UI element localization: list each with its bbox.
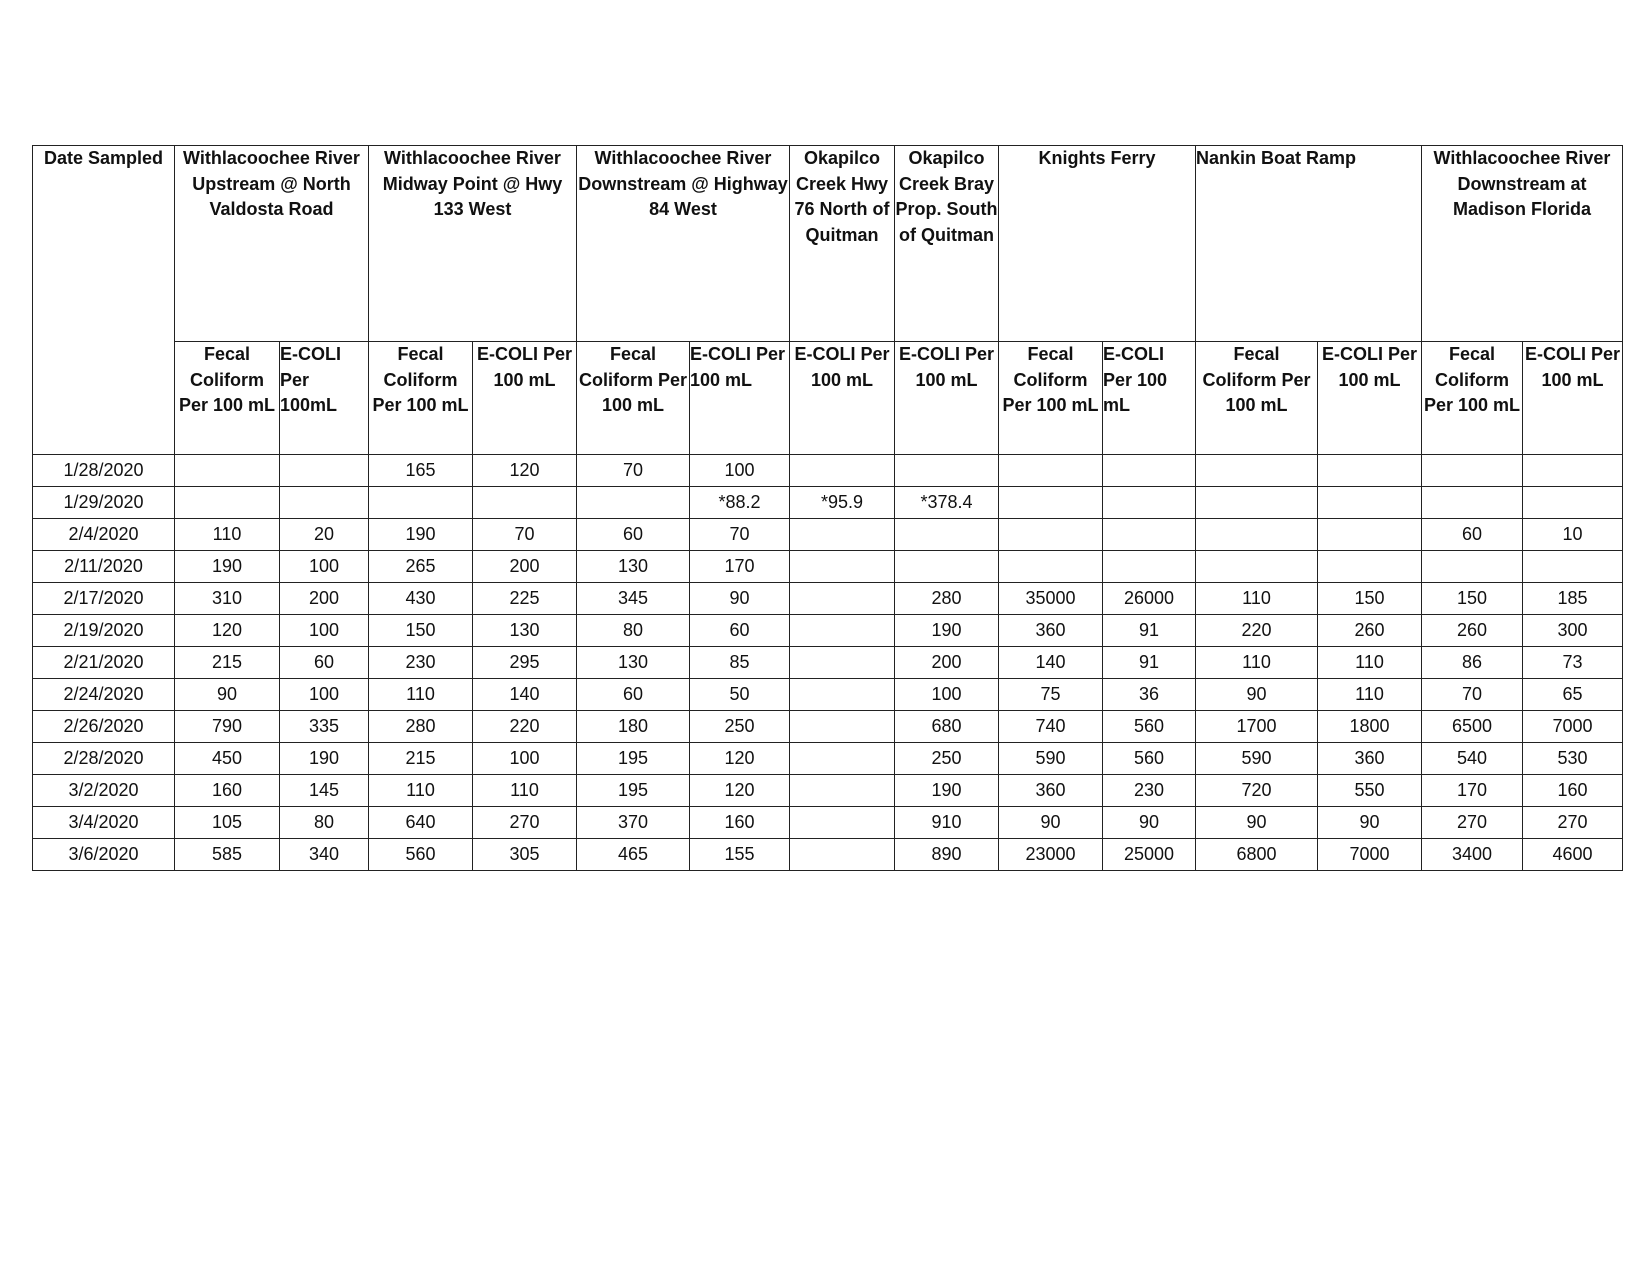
value-cell: 23000 [999,839,1103,871]
value-cell: 100 [690,455,790,487]
value-cell: 590 [999,743,1103,775]
value-cell: 10 [1523,519,1623,551]
value-cell: 190 [895,615,999,647]
value-cell: 90 [690,583,790,615]
measure-header: E-COLI Per 100 mL [790,342,895,455]
value-cell: 90 [1318,807,1422,839]
table-row [33,679,1623,711]
value-cell: 100 [280,679,369,711]
value-cell [999,519,1103,551]
value-cell [1318,455,1422,487]
value-cell: 560 [369,839,473,871]
value-cell: 270 [1422,807,1523,839]
value-cell [1422,551,1523,583]
value-cell: 335 [280,711,369,743]
value-cell: 195 [577,743,690,775]
value-cell: 195 [577,775,690,807]
value-cell: 310 [175,583,280,615]
value-cell [280,487,369,519]
value-cell [1422,455,1523,487]
value-cell: 150 [369,615,473,647]
value-cell [1196,519,1318,551]
value-cell: 230 [369,647,473,679]
value-cell: 120 [473,455,577,487]
value-cell: 280 [895,583,999,615]
value-cell [790,615,895,647]
value-cell: 160 [1523,775,1623,807]
value-cell: 265 [369,551,473,583]
site-header-madison-florida: Withlacoochee River Downstream at Madison Florida [1422,146,1623,342]
measure-header: Fecal Coliform Per 100 mL [1196,342,1318,455]
value-cell: 305 [473,839,577,871]
value-cell: 70 [577,455,690,487]
value-cell: 120 [690,743,790,775]
site-header-upstream-north-valdosta: Withlacoochee River Upstream @ North Valdosta Road [175,146,369,342]
value-cell [1318,487,1422,519]
value-cell [790,807,895,839]
value-cell: 100 [280,551,369,583]
value-cell: 90 [1196,679,1318,711]
value-cell: 100 [895,679,999,711]
value-cell: 7000 [1523,711,1623,743]
value-cell [1523,487,1623,519]
value-cell: 160 [690,807,790,839]
value-cell: *88.2 [690,487,790,519]
date-sampled-header: Date Sampled [33,146,175,455]
site-header-okapilco-bray: Okapilco Creek Bray Prop. South of Quitman [895,146,999,342]
value-cell: 260 [1422,615,1523,647]
table-row [33,487,1623,519]
value-cell: 90 [999,807,1103,839]
date-cell: 2/11/2020 [33,551,175,583]
value-cell: 585 [175,839,280,871]
value-cell: 80 [577,615,690,647]
value-cell [1318,551,1422,583]
value-cell: 140 [473,679,577,711]
value-cell: 740 [999,711,1103,743]
value-cell: 91 [1103,615,1196,647]
value-cell [1103,519,1196,551]
value-cell: 215 [175,647,280,679]
site-header-row [33,146,1623,342]
measure-header: Fecal Coliform Per 100 mL [175,342,280,455]
value-cell: 73 [1523,647,1623,679]
value-cell: 25000 [1103,839,1196,871]
value-cell: 60 [577,519,690,551]
value-cell: 80 [280,807,369,839]
site-header-knights-ferry: Knights Ferry [999,146,1196,342]
value-cell: 110 [1196,583,1318,615]
table-body [33,455,1623,871]
table-row [33,583,1623,615]
value-cell: 360 [999,775,1103,807]
measure-header: E-COLI Per 100mL [280,342,369,455]
value-cell [999,455,1103,487]
measure-header: E-COLI Per 100 mL [1318,342,1422,455]
measure-header: E-COLI Per 100 mL [1103,342,1196,455]
value-cell: 85 [690,647,790,679]
value-cell: 70 [473,519,577,551]
value-cell: 3400 [1422,839,1523,871]
value-cell: 910 [895,807,999,839]
value-cell [895,551,999,583]
date-cell: 3/6/2020 [33,839,175,871]
value-cell [1196,551,1318,583]
value-cell [1523,551,1623,583]
value-cell: 35000 [999,583,1103,615]
value-cell [790,711,895,743]
value-cell: 110 [175,519,280,551]
value-cell: 1700 [1196,711,1318,743]
value-cell [1523,455,1623,487]
value-cell [790,583,895,615]
value-cell: 1800 [1318,711,1422,743]
value-cell: 4600 [1523,839,1623,871]
value-cell: 6500 [1422,711,1523,743]
value-cell: 640 [369,807,473,839]
value-cell: 91 [1103,647,1196,679]
value-cell [895,519,999,551]
value-cell [1103,551,1196,583]
value-cell: 170 [690,551,790,583]
site-header-downstream-hwy-84: Withlacoochee River Downstream @ Highway 84 West [577,146,790,342]
value-cell: 150 [1422,583,1523,615]
value-cell: 560 [1103,743,1196,775]
value-cell: 340 [280,839,369,871]
value-cell: 60 [280,647,369,679]
value-cell [790,775,895,807]
value-cell: 130 [473,615,577,647]
value-cell [280,455,369,487]
value-cell: 720 [1196,775,1318,807]
date-cell: 2/28/2020 [33,743,175,775]
value-cell: 180 [577,711,690,743]
value-cell: 75 [999,679,1103,711]
value-cell: 300 [1523,615,1623,647]
value-cell: 105 [175,807,280,839]
value-cell: 790 [175,711,280,743]
measure-header: E-COLI Per 100 mL [473,342,577,455]
value-cell: 86 [1422,647,1523,679]
value-cell: 160 [175,775,280,807]
table-row [33,807,1623,839]
value-cell: 280 [369,711,473,743]
value-cell: 170 [1422,775,1523,807]
value-cell: 360 [999,615,1103,647]
value-cell [577,487,690,519]
table-row [33,839,1623,871]
value-cell: 200 [895,647,999,679]
value-cell: 890 [895,839,999,871]
value-cell [1103,487,1196,519]
date-cell: 2/19/2020 [33,615,175,647]
value-cell [790,839,895,871]
value-cell: 100 [473,743,577,775]
value-cell [895,455,999,487]
value-cell: 130 [577,551,690,583]
value-cell: 560 [1103,711,1196,743]
table-row [33,775,1623,807]
table-row [33,647,1623,679]
value-cell: 295 [473,647,577,679]
date-cell: 2/4/2020 [33,519,175,551]
value-cell: 90 [175,679,280,711]
value-cell [1196,487,1318,519]
table-row [33,455,1623,487]
measure-header: E-COLI Per 100 mL [895,342,999,455]
value-cell: 110 [369,679,473,711]
value-cell: 230 [1103,775,1196,807]
value-cell [175,455,280,487]
date-cell: 3/2/2020 [33,775,175,807]
value-cell [1196,455,1318,487]
table-row [33,519,1623,551]
value-cell: 430 [369,583,473,615]
value-cell [790,551,895,583]
value-cell: 450 [175,743,280,775]
value-cell: 65 [1523,679,1623,711]
value-cell: 90 [1103,807,1196,839]
table-row [33,743,1623,775]
value-cell: 250 [895,743,999,775]
value-cell: 150 [1318,583,1422,615]
value-cell [999,551,1103,583]
value-cell [790,519,895,551]
value-cell: 200 [473,551,577,583]
measure-header: Fecal Coliform Per 100 mL [369,342,473,455]
value-cell: 36 [1103,679,1196,711]
value-cell: 345 [577,583,690,615]
site-header-midway-hwy-133: Withlacoochee River Midway Point @ Hwy 133 West [369,146,577,342]
value-cell: 100 [280,615,369,647]
value-cell: 7000 [1318,839,1422,871]
value-cell: 155 [690,839,790,871]
value-cell: 110 [1318,679,1422,711]
value-cell: *95.9 [790,487,895,519]
date-cell: 2/21/2020 [33,647,175,679]
value-cell [790,647,895,679]
date-cell: 2/17/2020 [33,583,175,615]
value-cell: 190 [280,743,369,775]
value-cell [790,679,895,711]
measure-header: Fecal Coliform Per 100 mL [1422,342,1523,455]
value-cell: 140 [999,647,1103,679]
value-cell: 60 [1422,519,1523,551]
value-cell: 200 [280,583,369,615]
value-cell: 90 [1196,807,1318,839]
value-cell: 50 [690,679,790,711]
value-cell [999,487,1103,519]
value-cell [790,455,895,487]
value-cell [790,743,895,775]
value-cell: 190 [175,551,280,583]
date-cell: 3/4/2020 [33,807,175,839]
value-cell: 360 [1318,743,1422,775]
measure-header-row [33,342,1623,455]
value-cell: 20 [280,519,369,551]
value-cell [369,487,473,519]
measure-header: E-COLI Per 100 mL [690,342,790,455]
value-cell: *378.4 [895,487,999,519]
date-cell: 1/28/2020 [33,455,175,487]
value-cell: 70 [1422,679,1523,711]
value-cell: 590 [1196,743,1318,775]
value-cell: 145 [280,775,369,807]
value-cell: 550 [1318,775,1422,807]
value-cell: 370 [577,807,690,839]
value-cell: 110 [473,775,577,807]
value-cell: 60 [577,679,690,711]
value-cell: 185 [1523,583,1623,615]
table-row [33,551,1623,583]
value-cell: 120 [175,615,280,647]
value-cell [1318,519,1422,551]
value-cell: 215 [369,743,473,775]
date-cell: 2/26/2020 [33,711,175,743]
value-cell [1103,455,1196,487]
value-cell [175,487,280,519]
value-cell [473,487,577,519]
value-cell: 110 [369,775,473,807]
value-cell: 110 [1196,647,1318,679]
value-cell: 465 [577,839,690,871]
value-cell: 130 [577,647,690,679]
value-cell: 190 [895,775,999,807]
table-row [33,711,1623,743]
value-cell: 6800 [1196,839,1318,871]
value-cell: 530 [1523,743,1623,775]
value-cell: 270 [1523,807,1623,839]
value-cell: 26000 [1103,583,1196,615]
value-cell: 70 [690,519,790,551]
value-cell: 220 [473,711,577,743]
measure-header: Fecal Coliform Per 100 mL [999,342,1103,455]
value-cell: 110 [1318,647,1422,679]
value-cell: 220 [1196,615,1318,647]
value-cell: 225 [473,583,577,615]
value-cell: 60 [690,615,790,647]
table-row [33,615,1623,647]
site-header-nankin-boat-ramp: Nankin Boat Ramp [1196,146,1422,342]
value-cell: 270 [473,807,577,839]
value-cell: 540 [1422,743,1523,775]
site-header-okapilco-hwy-76: Okapilco Creek Hwy 76 North of Quitman [790,146,895,342]
measure-header: Fecal Coliform Per 100 mL [577,342,690,455]
value-cell: 190 [369,519,473,551]
value-cell [1422,487,1523,519]
value-cell: 250 [690,711,790,743]
water-quality-table [32,145,1623,871]
measure-header: E-COLI Per 100 mL [1523,342,1623,455]
value-cell: 120 [690,775,790,807]
date-cell: 2/24/2020 [33,679,175,711]
value-cell: 165 [369,455,473,487]
value-cell: 680 [895,711,999,743]
date-cell: 1/29/2020 [33,487,175,519]
value-cell: 260 [1318,615,1422,647]
